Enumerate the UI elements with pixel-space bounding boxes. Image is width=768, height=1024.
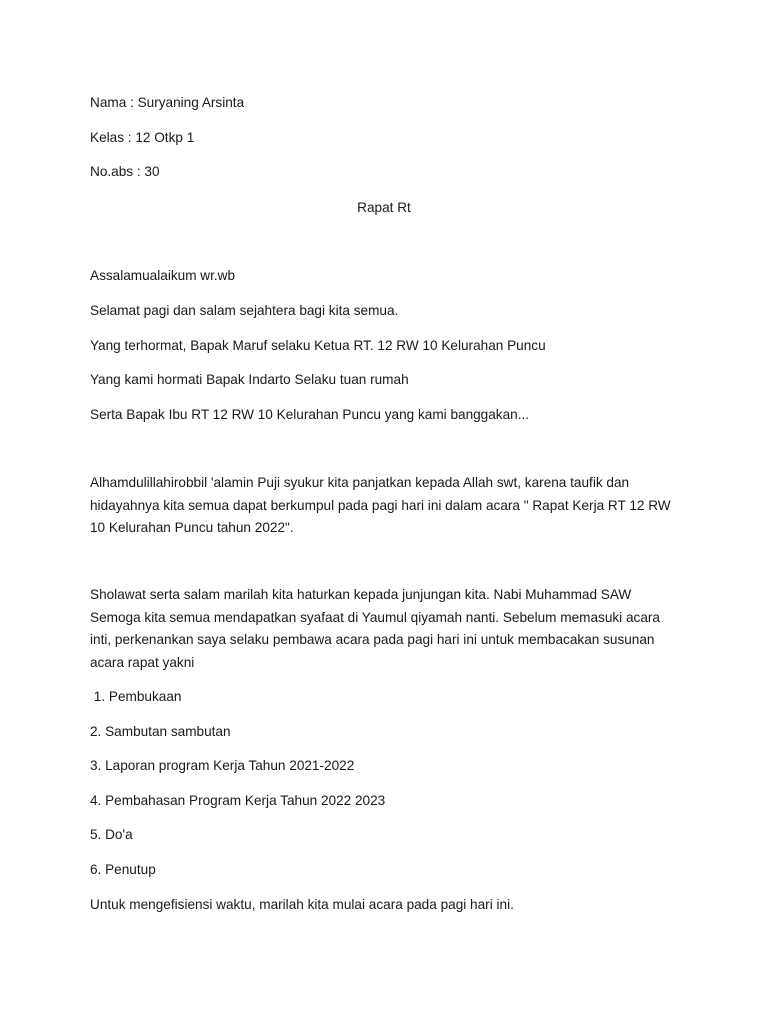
paragraph-line: Alhamdulillahirobbil 'alamin Puji syukur kita panjatkan kepada Allah swt, karena taufik dan	[90, 475, 630, 490]
agenda-item-1: 1. Pembukaan	[90, 689, 182, 704]
agenda-item-5: 5. Do'a	[90, 827, 133, 842]
agenda-item-3: 3. Laporan program Kerja Tahun 2021-2022	[90, 758, 355, 773]
paragraph-sholawat	[90, 584, 690, 674]
paragraph-line: acara rapat yakni	[90, 654, 195, 670]
paragraph-line: 10 Kelurahan Puncu tahun 2022".	[90, 520, 294, 535]
student-name: Nama : Suryaning Arsinta	[90, 95, 245, 110]
agenda-item-6: 6. Penutup	[90, 862, 156, 877]
paragraph-opening	[90, 472, 690, 540]
document-title: Rapat Rt	[357, 200, 411, 215]
greeting-hormat-tuan-rumah: Yang kami hormati Bapak Indarto Selaku tuan rumah	[90, 372, 409, 387]
closing-sentence: Untuk mengefisiensi waktu, marilah kita mulai acara pada pagi hari ini.	[90, 897, 514, 912]
paragraph-line: Semoga kita semua mendapatkan syafaat di Yaumul qiyamah nanti. Sebelum memasuki acara	[90, 609, 660, 625]
paragraph-line: inti, perkenankan saya selaku pembawa acara pada pagi hari ini untuk membacakan susunan	[90, 632, 655, 647]
greeting-salam: Assalamualaikum wr.wb	[90, 268, 236, 283]
agenda-item-4: 4. Pembahasan Program Kerja Tahun 2022 2023	[90, 793, 386, 808]
greeting-hormat-warga: Serta Bapak Ibu RT 12 RW 10 Kelurahan Puncu yang kami banggakan...	[90, 407, 530, 422]
paragraph-line: Sholawat serta salam marilah kita haturkan kepada junjungan kita. Nabi Muhammad SAW	[90, 587, 632, 602]
student-class: Kelas : 12 Otkp 1	[90, 130, 195, 145]
greeting-hormat-ketua: Yang terhormat, Bapak Maruf selaku Ketua RT. 12 RW 10 Kelurahan Puncu	[90, 338, 546, 353]
greeting-selamat: Selamat pagi dan salam sejahtera bagi kita semua.	[90, 303, 399, 318]
paragraph-line: hidayahnya kita semua dapat berkumpul pada pagi hari ini dalam acara " Rapat Kerja RT 12 RW	[90, 497, 671, 513]
student-number: No.abs : 30	[90, 164, 160, 179]
agenda-item-2: 2. Sambutan sambutan	[90, 724, 231, 739]
